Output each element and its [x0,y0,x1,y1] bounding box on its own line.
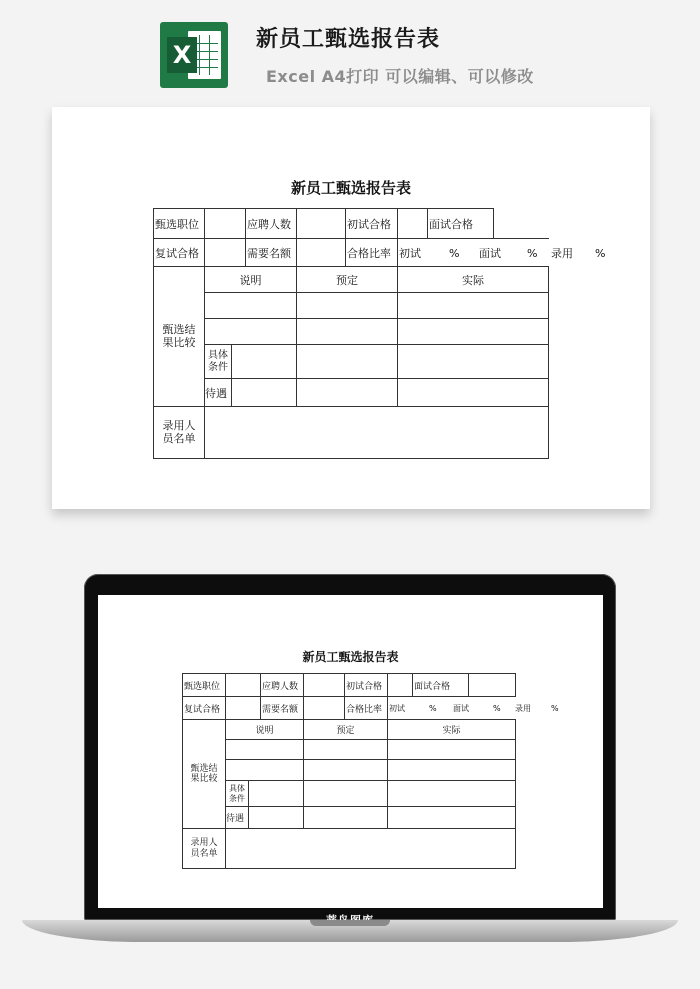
header-description: 说明 [205,267,297,293]
value-position[interactable] [205,209,246,239]
section-label: 甄选结果比较 [154,267,205,407]
table-row [154,267,549,293]
table-row: 甄选结果比较 说明 预定 实际 [183,720,516,740]
table-row: 待遇 [183,807,516,829]
label-hire-list: 录用人员名单 [154,407,205,459]
value-quota[interactable] [297,239,346,267]
header-actual: 实际 [398,267,549,293]
page-title: 新员工甄选报告表 [256,27,441,52]
value-second-pass[interactable] [205,239,246,267]
table-row [183,760,516,781]
excel-icon [160,22,228,88]
value-hire-list[interactable] [205,407,549,459]
label-position: 甄选职位 [154,209,205,239]
table-row [154,345,549,379]
table-row: 甄选职位 应聘人数 初试合格 面试合格 [183,674,516,697]
table-row [183,740,516,760]
label-compensation: 待遇 [205,379,232,407]
value-interview-pass[interactable] [494,209,549,239]
value-applicants[interactable] [297,209,346,239]
excel-badge: X [167,37,197,73]
header [0,0,700,100]
document-preview [52,107,650,509]
pass-rate-values: 初试 % 面试 % 录用 % [398,239,549,267]
laptop-base [22,920,678,942]
label-pass-rate: 合格比率 [346,239,398,267]
laptop-screen [98,595,603,908]
table-row [154,319,549,345]
header-planned: 预定 [297,267,398,293]
label-quota: 需要名额 [246,239,297,267]
label-conditions: 具体条件 [205,345,232,379]
label-second-pass: 复试合格 [154,239,205,267]
report-table [182,673,559,869]
table-row: 具体条件 [183,781,516,807]
document-title: 新员工甄选报告表 [302,650,399,664]
table-row [154,209,549,239]
table-row [154,407,549,459]
label-first-pass: 初试合格 [346,209,398,239]
table-row [154,293,549,319]
report-table [153,208,606,459]
label-applicants: 应聘人数 [246,209,297,239]
table-row [154,379,549,407]
table-row [154,239,549,267]
value-first-pass[interactable] [398,209,428,239]
document-title: 新员工甄选报告表 [290,179,411,197]
label-interview-pass: 面试合格 [428,209,494,239]
page-subtitle: Excel A4打印 可以编辑、可以修改 [266,67,534,86]
table-row: 复试合格 需要名额 合格比率 初试 % 面试 % 录用 % [183,697,516,720]
table-row: 录用人员名单 [183,829,516,869]
